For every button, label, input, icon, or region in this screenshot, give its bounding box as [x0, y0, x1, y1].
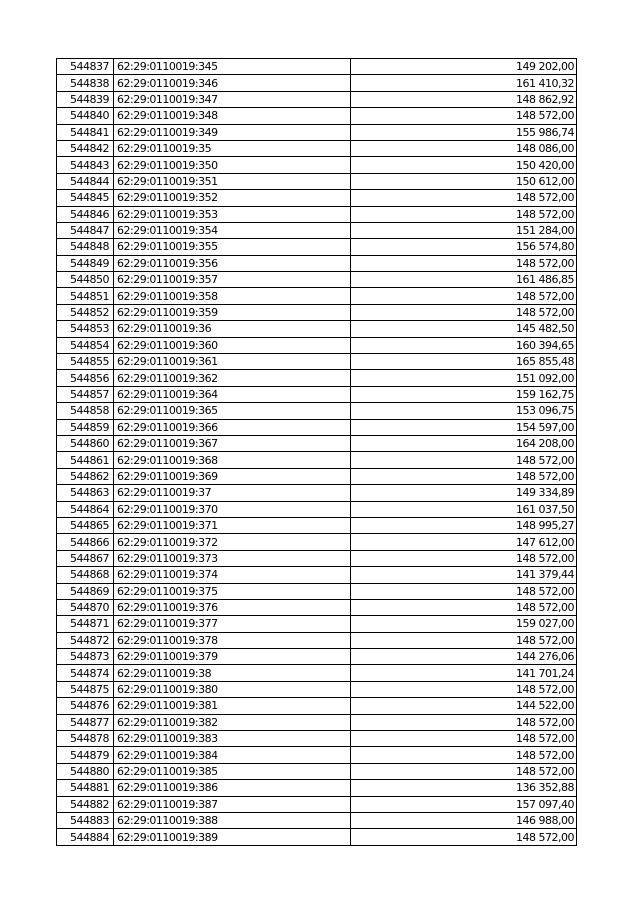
- cadastral-value-cell: 161 486,85: [351, 272, 577, 288]
- cadastral-number-cell: 62:29:0110019:352: [114, 190, 351, 206]
- cadastral-value-cell: 156 574,80: [351, 239, 577, 255]
- cadastral-value-cell: 141 379,44: [351, 567, 577, 583]
- cadastral-number-cell: 62:29:0110019:355: [114, 239, 351, 255]
- cadastral-value-cell: 148 572,00: [351, 747, 577, 763]
- cadastral-value-cell: 148 572,00: [351, 190, 577, 206]
- row-id-cell: 544869: [57, 583, 114, 599]
- table-row: [57, 829, 577, 845]
- row-id-cell: 544841: [57, 124, 114, 140]
- cadastral-number-cell: 62:29:0110019:368: [114, 452, 351, 468]
- cadastral-value-cell: 148 572,00: [351, 632, 577, 648]
- table-row: [57, 714, 577, 730]
- cadastral-number-cell: 62:29:0110019:365: [114, 403, 351, 419]
- row-id-cell: 544862: [57, 468, 114, 484]
- row-id-cell: 544863: [57, 485, 114, 501]
- cadastral-number-cell: 62:29:0110019:382: [114, 714, 351, 730]
- row-id-cell: 544845: [57, 190, 114, 206]
- cadastral-number-cell: 62:29:0110019:38: [114, 665, 351, 681]
- cadastral-number-cell: 62:29:0110019:361: [114, 354, 351, 370]
- cadastral-number-cell: 62:29:0110019:374: [114, 567, 351, 583]
- cadastral-value-cell: 148 572,00: [351, 452, 577, 468]
- cadastral-number-cell: 62:29:0110019:358: [114, 288, 351, 304]
- cadastral-value-cell: 148 572,00: [351, 468, 577, 484]
- cadastral-value-cell: 148 862,92: [351, 91, 577, 107]
- cadastral-value-cell: 159 162,75: [351, 386, 577, 402]
- cadastral-number-cell: 62:29:0110019:369: [114, 468, 351, 484]
- cadastral-number-cell: 62:29:0110019:353: [114, 206, 351, 222]
- table-row: [57, 337, 577, 353]
- row-id-cell: 544876: [57, 698, 114, 714]
- table-row: [57, 140, 577, 156]
- table-row: [57, 567, 577, 583]
- cadastral-value-cell: 148 572,00: [351, 829, 577, 845]
- cadastral-value-cell: 151 092,00: [351, 370, 577, 386]
- cadastral-value-cell: 148 572,00: [351, 206, 577, 222]
- cadastral-value-cell: 148 572,00: [351, 731, 577, 747]
- table-row: [57, 288, 577, 304]
- table-row: [57, 452, 577, 468]
- cadastral-value-cell: 148 572,00: [351, 255, 577, 271]
- cadastral-value-cell: 148 572,00: [351, 550, 577, 566]
- cadastral-number-cell: 62:29:0110019:389: [114, 829, 351, 845]
- row-id-cell: 544877: [57, 714, 114, 730]
- cadastral-value-cell: 148 086,00: [351, 140, 577, 156]
- row-id-cell: 544872: [57, 632, 114, 648]
- table-row: [57, 59, 577, 75]
- cadastral-number-cell: 62:29:0110019:364: [114, 386, 351, 402]
- cadastral-number-cell: 62:29:0110019:388: [114, 812, 351, 828]
- cadastral-value-cell: 144 522,00: [351, 698, 577, 714]
- row-id-cell: 544874: [57, 665, 114, 681]
- cadastral-value-cell: 144 276,06: [351, 649, 577, 665]
- table-row: [57, 272, 577, 288]
- table-row: [57, 517, 577, 533]
- row-id-cell: 544875: [57, 681, 114, 697]
- cadastral-number-cell: 62:29:0110019:345: [114, 59, 351, 75]
- row-id-cell: 544854: [57, 337, 114, 353]
- table-row: [57, 632, 577, 648]
- table-row: [57, 173, 577, 189]
- row-id-cell: 544866: [57, 534, 114, 550]
- table-row: [57, 304, 577, 320]
- cadastral-value-cell: 164 208,00: [351, 435, 577, 451]
- cadastral-value-cell: 149 202,00: [351, 59, 577, 75]
- cadastral-number-cell: 62:29:0110019:386: [114, 780, 351, 796]
- table-row: [57, 386, 577, 402]
- row-id-cell: 544880: [57, 763, 114, 779]
- cadastral-number-cell: 62:29:0110019:376: [114, 599, 351, 615]
- table-row: [57, 239, 577, 255]
- row-id-cell: 544879: [57, 747, 114, 763]
- row-id-cell: 544878: [57, 731, 114, 747]
- cadastral-number-cell: 62:29:0110019:37: [114, 485, 351, 501]
- cadastral-number-cell: 62:29:0110019:366: [114, 419, 351, 435]
- cadastral-number-cell: 62:29:0110019:373: [114, 550, 351, 566]
- table-row: [57, 354, 577, 370]
- table-row: [57, 190, 577, 206]
- row-id-cell: 544867: [57, 550, 114, 566]
- cadastral-value-cell: 148 572,00: [351, 763, 577, 779]
- cadastral-number-cell: 62:29:0110019:380: [114, 681, 351, 697]
- table-row: [57, 665, 577, 681]
- row-id-cell: 544873: [57, 649, 114, 665]
- row-id-cell: 544881: [57, 780, 114, 796]
- table-row: [57, 698, 577, 714]
- cadastral-value-cell: 159 027,00: [351, 616, 577, 632]
- cadastral-number-cell: 62:29:0110019:35: [114, 140, 351, 156]
- cadastral-number-cell: 62:29:0110019:350: [114, 157, 351, 173]
- table-row: [57, 124, 577, 140]
- table-row: [57, 108, 577, 124]
- table-row: [57, 534, 577, 550]
- cadastral-value-cell: 153 096,75: [351, 403, 577, 419]
- row-id-cell: 544842: [57, 140, 114, 156]
- row-id-cell: 544840: [57, 108, 114, 124]
- table-row: [57, 321, 577, 337]
- cadastral-value-cell: 147 612,00: [351, 534, 577, 550]
- table-row: [57, 649, 577, 665]
- cadastral-number-cell: 62:29:0110019:370: [114, 501, 351, 517]
- cadastral-number-cell: 62:29:0110019:354: [114, 222, 351, 238]
- cadastral-number-cell: 62:29:0110019:36: [114, 321, 351, 337]
- cadastral-value-cell: 154 597,00: [351, 419, 577, 435]
- table-row: [57, 419, 577, 435]
- cadastral-number-cell: 62:29:0110019:360: [114, 337, 351, 353]
- cadastral-value-cell: 150 612,00: [351, 173, 577, 189]
- row-id-cell: 544852: [57, 304, 114, 320]
- cadastral-number-cell: 62:29:0110019:372: [114, 534, 351, 550]
- row-id-cell: 544870: [57, 599, 114, 615]
- cadastral-number-cell: 62:29:0110019:378: [114, 632, 351, 648]
- table-row: [57, 403, 577, 419]
- table-row: [57, 599, 577, 615]
- cadastral-number-cell: 62:29:0110019:367: [114, 435, 351, 451]
- row-id-cell: 544857: [57, 386, 114, 402]
- row-id-cell: 544843: [57, 157, 114, 173]
- cadastral-value-cell: 141 701,24: [351, 665, 577, 681]
- table-row: [57, 812, 577, 828]
- row-id-cell: 544851: [57, 288, 114, 304]
- row-id-cell: 544860: [57, 435, 114, 451]
- cadastral-value-cell: 150 420,00: [351, 157, 577, 173]
- cadastral-value-cell: 146 988,00: [351, 812, 577, 828]
- row-id-cell: 544858: [57, 403, 114, 419]
- cadastral-value-cell: 157 097,40: [351, 796, 577, 812]
- cadastral-number-cell: 62:29:0110019:359: [114, 304, 351, 320]
- table-row: [57, 206, 577, 222]
- cadastral-value-cell: 149 334,89: [351, 485, 577, 501]
- table-row: [57, 157, 577, 173]
- row-id-cell: 544859: [57, 419, 114, 435]
- row-id-cell: 544848: [57, 239, 114, 255]
- cadastral-value-cell: 148 995,27: [351, 517, 577, 533]
- cadastral-number-cell: 62:29:0110019:387: [114, 796, 351, 812]
- table-row: [57, 616, 577, 632]
- row-id-cell: 544861: [57, 452, 114, 468]
- row-id-cell: 544846: [57, 206, 114, 222]
- cadastral-number-cell: 62:29:0110019:375: [114, 583, 351, 599]
- cadastral-value-cell: 148 572,00: [351, 583, 577, 599]
- cadastral-value-cell: 161 410,32: [351, 75, 577, 91]
- cadastral-number-cell: 62:29:0110019:385: [114, 763, 351, 779]
- row-id-cell: 544839: [57, 91, 114, 107]
- table-row: [57, 501, 577, 517]
- cadastral-number-cell: 62:29:0110019:347: [114, 91, 351, 107]
- row-id-cell: 544853: [57, 321, 114, 337]
- cadastral-value-cell: 148 572,00: [351, 108, 577, 124]
- cadastral-value-cell: 155 986,74: [351, 124, 577, 140]
- row-id-cell: 544882: [57, 796, 114, 812]
- table-row: [57, 681, 577, 697]
- cadastral-value-cell: 136 352,88: [351, 780, 577, 796]
- table-row: [57, 583, 577, 599]
- cadastral-value-cell: 148 572,00: [351, 599, 577, 615]
- cadastral-value-cell: 148 572,00: [351, 681, 577, 697]
- cadastral-value-cell: 145 482,50: [351, 321, 577, 337]
- cadastral-number-cell: 62:29:0110019:384: [114, 747, 351, 763]
- table-row: [57, 435, 577, 451]
- table-row: [57, 763, 577, 779]
- table-row: [57, 222, 577, 238]
- row-id-cell: 544884: [57, 829, 114, 845]
- row-id-cell: 544883: [57, 812, 114, 828]
- cadastral-number-cell: 62:29:0110019:381: [114, 698, 351, 714]
- cadastral-value-cell: 165 855,48: [351, 354, 577, 370]
- row-id-cell: 544864: [57, 501, 114, 517]
- row-id-cell: 544865: [57, 517, 114, 533]
- table-row: [57, 370, 577, 386]
- cadastral-number-cell: 62:29:0110019:356: [114, 255, 351, 271]
- cadastral-value-cell: 160 394,65: [351, 337, 577, 353]
- cadastral-number-cell: 62:29:0110019:351: [114, 173, 351, 189]
- row-id-cell: 544855: [57, 354, 114, 370]
- row-id-cell: 544838: [57, 75, 114, 91]
- cadastral-number-cell: 62:29:0110019:349: [114, 124, 351, 140]
- cadastral-number-cell: 62:29:0110019:362: [114, 370, 351, 386]
- table-row: [57, 255, 577, 271]
- table-body: [57, 59, 577, 846]
- row-id-cell: 544850: [57, 272, 114, 288]
- row-id-cell: 544868: [57, 567, 114, 583]
- cadastral-value-cell: 148 572,00: [351, 714, 577, 730]
- cadastral-number-cell: 62:29:0110019:346: [114, 75, 351, 91]
- row-id-cell: 544844: [57, 173, 114, 189]
- cadastral-value-cell: 161 037,50: [351, 501, 577, 517]
- row-id-cell: 544856: [57, 370, 114, 386]
- row-id-cell: 544849: [57, 255, 114, 271]
- cadastral-number-cell: 62:29:0110019:371: [114, 517, 351, 533]
- table-row: [57, 731, 577, 747]
- cadastral-number-cell: 62:29:0110019:379: [114, 649, 351, 665]
- table-row: [57, 91, 577, 107]
- cadastral-value-cell: 151 284,00: [351, 222, 577, 238]
- table-row: [57, 550, 577, 566]
- table-row: [57, 747, 577, 763]
- cadastral-value-cell: 148 572,00: [351, 304, 577, 320]
- table-row: [57, 796, 577, 812]
- table-row: [57, 780, 577, 796]
- cadastral-number-cell: 62:29:0110019:348: [114, 108, 351, 124]
- table-row: [57, 75, 577, 91]
- cadastral-number-cell: 62:29:0110019:383: [114, 731, 351, 747]
- cadastral-number-cell: 62:29:0110019:357: [114, 272, 351, 288]
- row-id-cell: 544847: [57, 222, 114, 238]
- table-row: [57, 468, 577, 484]
- cadastral-value-table: [56, 58, 577, 846]
- cadastral-number-cell: 62:29:0110019:377: [114, 616, 351, 632]
- row-id-cell: 544837: [57, 59, 114, 75]
- row-id-cell: 544871: [57, 616, 114, 632]
- table-row: [57, 485, 577, 501]
- cadastral-value-cell: 148 572,00: [351, 288, 577, 304]
